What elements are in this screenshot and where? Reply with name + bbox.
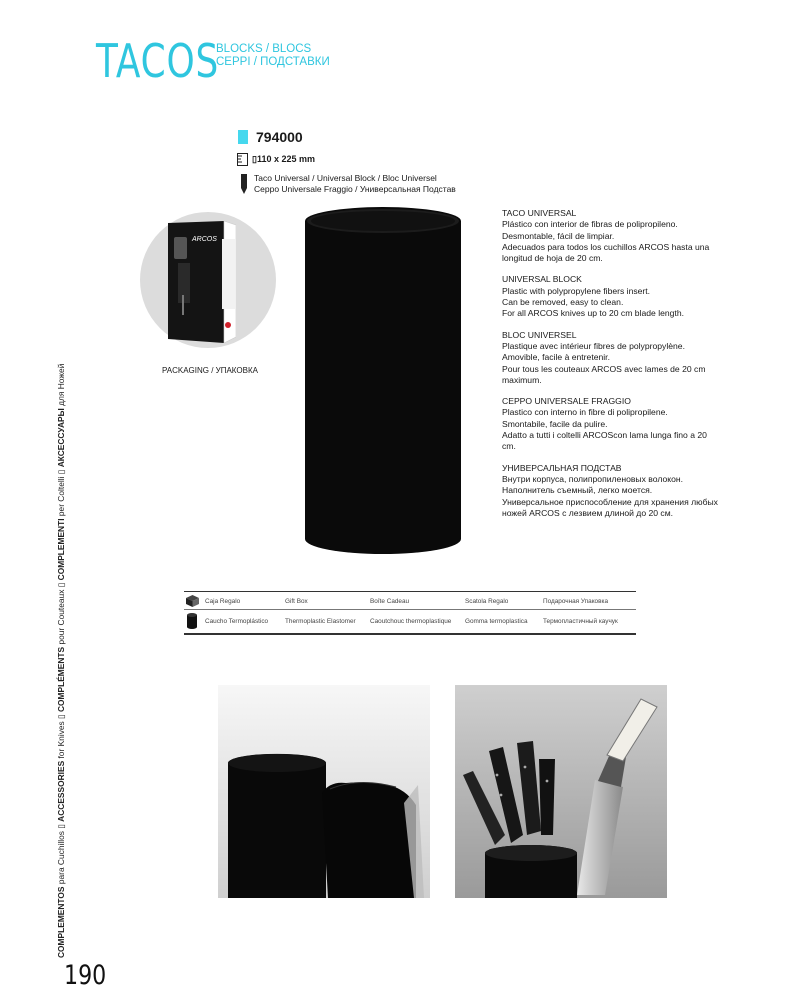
pencil-icon xyxy=(239,173,249,195)
table-cell: Подарочная Упаковка xyxy=(543,598,609,605)
table-rule xyxy=(184,609,636,610)
table-cell: Gift Box xyxy=(285,598,308,605)
product-names xyxy=(254,173,456,195)
spec-table xyxy=(184,591,636,635)
description-title: UNIVERSAL BLOCK xyxy=(502,274,582,285)
description-line: Desmontable, fácil de limpiar. xyxy=(502,230,615,241)
description-column xyxy=(502,208,752,529)
description-line: Наполнитель съемный, легко моется. xyxy=(502,485,653,496)
category-label: ACCESSORIES xyxy=(56,760,66,822)
description-title: TACO UNIVERSAL xyxy=(502,208,577,218)
product-dimensions: ▯110 x 225 mm xyxy=(252,154,316,164)
ruler-icon xyxy=(237,153,248,166)
table-rule xyxy=(184,591,636,592)
description-es xyxy=(502,208,752,264)
table-rule xyxy=(184,633,636,635)
description-line: Can be removed, easy to clean. xyxy=(502,297,624,308)
category-label: АКСЕССУАРЫ xyxy=(56,408,66,468)
description-title: CEPPO UNIVERSALE FRAGGIO xyxy=(502,396,631,407)
block-with-knives-photo xyxy=(455,685,667,898)
description-title: УНИВЕРСАЛЬНАЯ ПОДСТАВ xyxy=(502,462,622,473)
subtitle-line-2: CEPPI / ПОДСТАВКИ xyxy=(216,56,330,68)
category-text: para Cuchillos ▯ xyxy=(56,821,66,887)
description-line: Внутри корпуса, полипропиленовых волокон. xyxy=(502,473,683,484)
description-line: Pour tous les couteaux ARCOS avec lames de 20 cm xyxy=(502,363,706,374)
page-title: TACOS xyxy=(96,34,220,88)
description-line: ножей ARCOS с лезвием длиной до 20 см. xyxy=(502,507,674,518)
table-row xyxy=(184,595,636,615)
description-line: Plastique avec intérieur fibres de polypropylène. xyxy=(502,340,685,351)
packaging-caption: PACKAGING / УПАКОВКА xyxy=(162,366,258,375)
dimensions-value: 110 x 225 mm xyxy=(256,154,316,164)
description-line: Plastico con interno in fibre di polipropilene. xyxy=(502,407,668,418)
description-line: longitud de hoja de 20 cm. xyxy=(502,253,603,264)
table-cell: Thermoplastic Elastomer xyxy=(285,618,356,625)
subtitle-line-1: BLOCKS / BLOCS xyxy=(216,43,312,55)
description-line: Adatto a tutti i coltelli ARCOScon lama lunga fino a 20 xyxy=(502,430,707,441)
knife-block-image xyxy=(305,207,461,554)
category-text: for Knives ▯ xyxy=(56,712,66,761)
description-title: BLOC UNIVERSEL xyxy=(502,329,577,340)
category-label: COMPLEMENTI xyxy=(56,518,66,581)
table-cell: Scatola Regalo xyxy=(465,598,509,605)
table-cell: Caja Regalo xyxy=(205,598,241,605)
product-name-line-1: Taco Universal / Universal Block / Bloc Universel xyxy=(254,173,437,183)
description-line: For all ARCOS knives up to 20 cm blade length. xyxy=(502,308,684,319)
block-fibers-photo xyxy=(218,685,430,898)
description-line: Plástico con interior de fibras de polipropileno. xyxy=(502,219,678,230)
product-code: 794000 xyxy=(256,129,303,145)
category-text: pour Couteaux ▯ xyxy=(56,580,66,647)
description-line: cm. xyxy=(502,441,516,452)
category-label: COMPLÉMENTS xyxy=(56,646,66,713)
category-text: для Ножей xyxy=(56,363,66,409)
table-cell: Gomma termoplastica xyxy=(465,618,528,625)
description-line: Универсальное приспособление для хранения любых xyxy=(502,496,718,507)
page-number: 190 xyxy=(64,960,107,991)
product-name-line-2: Ceppo Universale Fraggio / Универсальная Подстав xyxy=(254,184,456,194)
description-fr xyxy=(502,330,752,386)
packaging-brand: ARCOS xyxy=(192,236,217,243)
table-cell: Caucho Termoplástico xyxy=(205,618,269,625)
packaging-box-image xyxy=(168,221,236,343)
table-cell: Термопластичный каучук xyxy=(543,618,618,625)
table-cell: Caoutchouc thermoplastique xyxy=(370,618,452,625)
table-cell: Boîte Cadeau xyxy=(370,598,410,605)
category-text: per Coltelli ▯ xyxy=(56,467,66,519)
product-code-marker xyxy=(238,130,248,144)
gift-box-icon xyxy=(186,595,199,607)
category-label: COMPLEMENTOS xyxy=(56,886,66,958)
table-row xyxy=(184,613,636,633)
cylinder-icon xyxy=(187,613,197,629)
page-subtitle xyxy=(216,43,330,69)
description-en xyxy=(502,274,752,319)
description-line: maximum. xyxy=(502,374,542,385)
description-it xyxy=(502,396,752,452)
description-ru xyxy=(502,463,752,519)
description-line: Plastic with polypropylene fibers insert. xyxy=(502,285,651,296)
description-line: Amovible, facile à entretenir. xyxy=(502,352,610,363)
description-line: Adecuados para todos los cuchillos ARCOS hasta una xyxy=(502,241,710,252)
description-line: Smontabile, facile da pulire. xyxy=(502,418,608,429)
sidebar-category-text xyxy=(56,364,66,958)
